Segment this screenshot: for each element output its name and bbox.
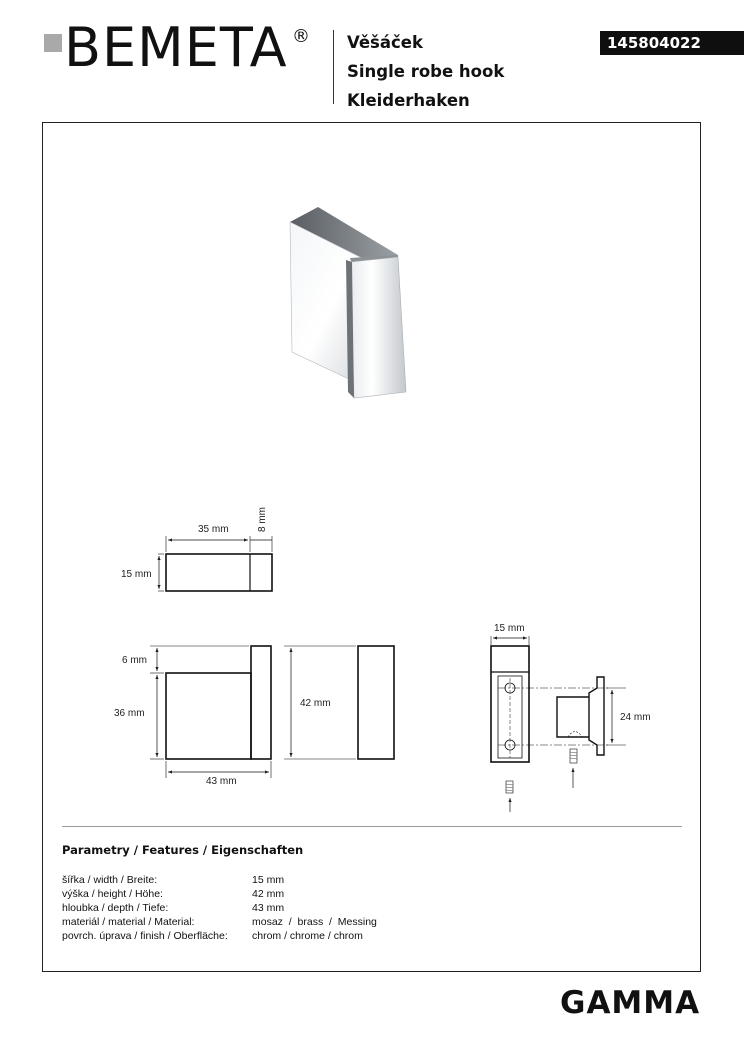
feature-label: materiál / material / Material: [62, 916, 195, 928]
feature-value: chrom / chrome / chrom [252, 930, 363, 942]
dim-top-depth: 8 mm [257, 507, 268, 532]
feature-row-depth [62, 901, 377, 915]
title-czech: Věšáček [347, 33, 423, 52]
feature-value: 43 mm [252, 902, 285, 914]
feature-row-width [62, 873, 377, 887]
dim-front-top: 6 mm [122, 655, 147, 666]
dim-mount-width: 15 mm [494, 623, 525, 634]
registered-mark: ® [292, 26, 310, 47]
feature-row-height [62, 887, 377, 901]
dim-side-height: 42 mm [300, 698, 331, 709]
title-english: Single robe hook [347, 62, 505, 81]
feature-label: povrch. úprava / finish / Oberfläche: [62, 930, 228, 942]
features-title: Parametry / Features / Eigenschaften [62, 843, 304, 857]
feature-value: mosaz / brass / Messing [252, 916, 377, 928]
dim-top-width: 35 mm [198, 524, 229, 535]
top-view-drawing [158, 536, 272, 591]
mounting-detail-drawing [491, 636, 626, 812]
dim-front-depth: 43 mm [206, 776, 237, 787]
series-name: GAMMA [560, 985, 701, 1021]
front-view-drawing [150, 646, 271, 778]
title-german: Kleiderhaken [347, 91, 470, 110]
feature-value: 15 mm [252, 874, 285, 886]
dim-front-body: 36 mm [114, 708, 145, 719]
feature-row-material [62, 915, 377, 929]
feature-label: šířka / width / Breite: [62, 874, 158, 886]
features-separator [62, 826, 682, 827]
features-table [62, 873, 377, 943]
feature-label: hloubka / depth / Tiefe: [62, 902, 169, 914]
product-code-badge: 145804022 [600, 31, 744, 55]
product-photo [290, 207, 406, 398]
feature-row-finish [62, 929, 377, 943]
feature-value: 42 mm [252, 888, 285, 900]
feature-label: výška / height / Höhe: [62, 888, 163, 900]
brand-logo: BEMETA [64, 16, 288, 79]
dim-mount-holes: 24 mm [620, 712, 651, 723]
dim-top-height: 15 mm [121, 569, 152, 580]
